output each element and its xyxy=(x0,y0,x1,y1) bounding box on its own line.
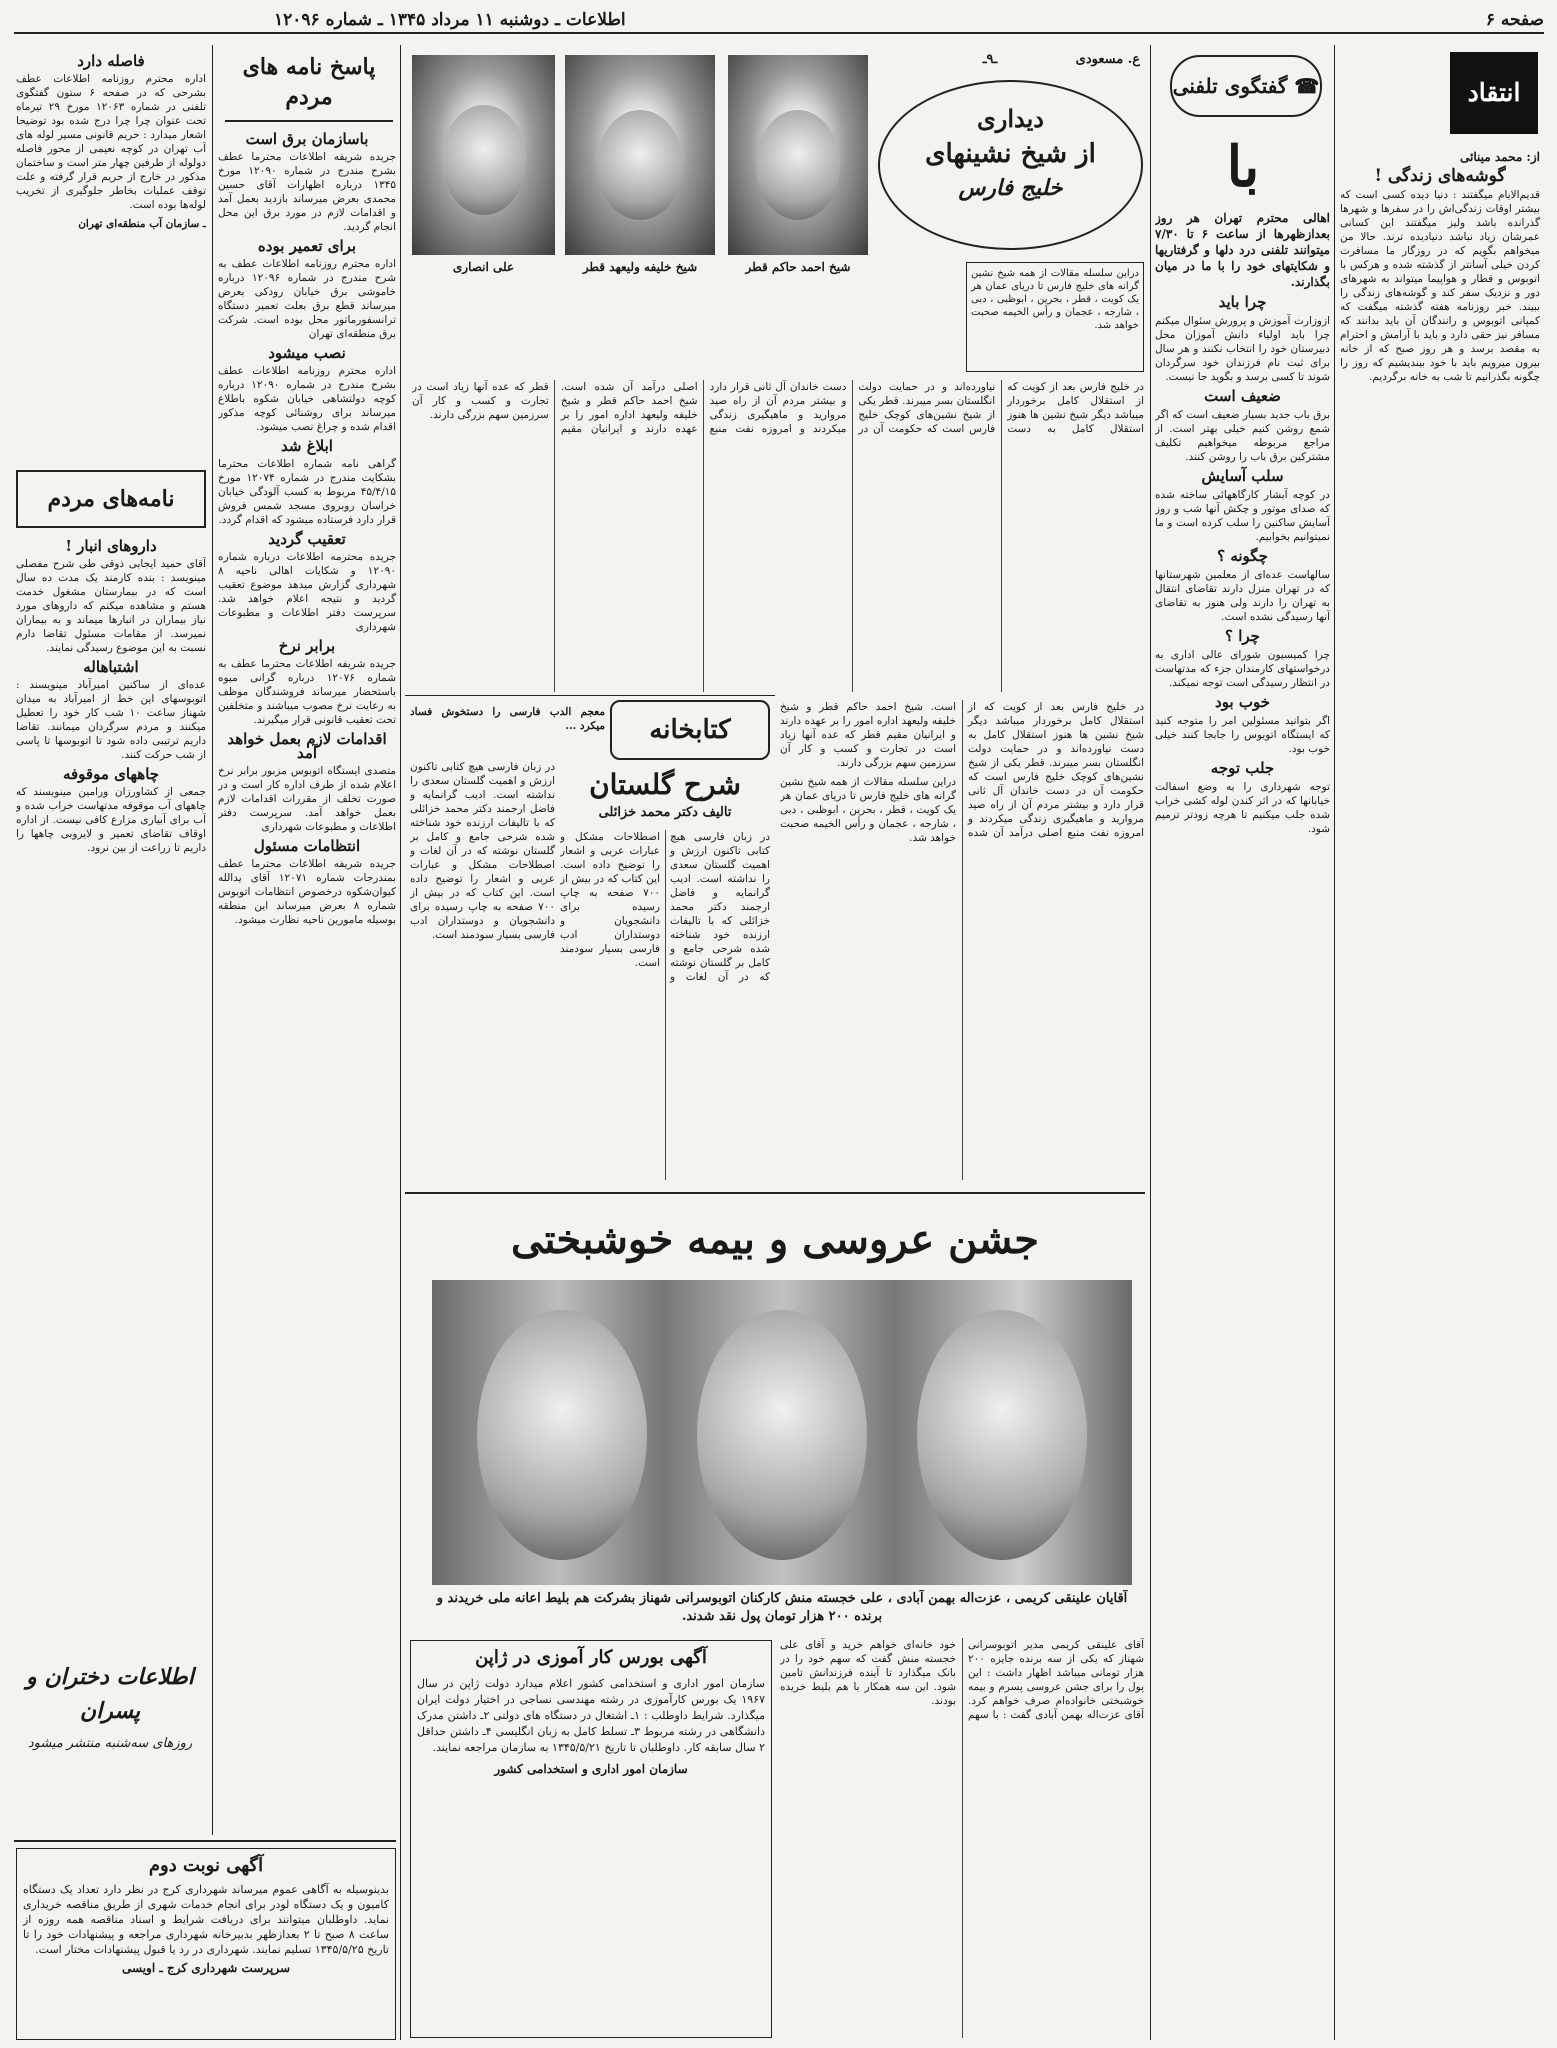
article-body: در زبان فارسی هیچ کتابی تاکنون ارزش و اهمیت گلستان سعدی را نداشته است. ادیب گرانمایه و فاضل ارجمند دکتر محمد خزائلی که با تالیفات ارزنده خود شناخته شده شرحی جامع و کامل بر گلستان نوشته که در آن لغات و اصطلاحات مشکل و عبارات عربی و اشعار را توضیح داده است. این کتاب که در بیش از ۷۰۰ صفحه به چاپ رسیده برای دانشجویان و دوستداران ادب فارسی بسیار سودمند است. xyxy=(560,831,770,983)
ad-sign: سازمان امور اداری و استخدامی کشور xyxy=(494,1762,688,1776)
bourse-ad xyxy=(410,1640,772,2038)
article-body: آقای علینقی کریمی مدیر اتوبوسرانی شهناز که یکی از سه برنده جایزه ۲۰۰ هزار تومانی میباشد اظهار داشت : این پول را برای جشن عروسی پسرم و بیمه خوشبختی خانواده‌ام صرف خواهم کرد. آقای عزت‌اله بهمن آبادی گفت : با سهم خود خانه‌ای خواهم خرید و آقای علی خجسته منش گفت که سهم خود را در بانک میگذارد تا آینده فرزندانش تامین شود. این سه همکار با هم بلیط خریده بودند. xyxy=(780,1639,1144,1721)
letter-body: جمعی از کشاورزان ورامین مینویسند که چاههای آب موقوفه مدتهاست خراب شده و آب برای آبیاری مزارع کافی نیست. از اداره اوقاف تقاضای تعمیر و لایروبی چاهها را داریم تا زراعت از بین نرود. xyxy=(16,786,206,854)
phone-number-headline: با xyxy=(1226,134,1260,200)
title-line: از شیخ نشینهای xyxy=(925,139,1096,169)
answer-body: جریده شریفه اطلاعات محترما عطف بمندرجات شماره ۱۲۰۷۱ آقای یدالله کیوان‌شکوه درخصوص انتظامات اتوبوس شماره ۸ بعرض میرساند این منطقه بوسیله مامورین ناحیه نظارت میشود. xyxy=(218,858,396,926)
masthead xyxy=(14,8,1544,34)
phone-logo: ☎ گفتگوی تلفنی xyxy=(1170,55,1322,117)
magazine-name: اطلاعات دختران و پسران xyxy=(26,1664,194,1724)
magazine-sub: روزهای سه‌شنبه منتشر میشود xyxy=(27,1736,193,1751)
section-title: چرا باید xyxy=(1218,293,1267,311)
photo-caption: شیخ احمد حاکم قطر xyxy=(745,260,851,274)
wedding-title: جشن عروسی و بیمه خوشبختی xyxy=(511,1216,1039,1263)
article-body: در خلیج فارس بعد از کویت که از استقلال کامل برخوردار میباشد دیگر شیخ نشین ها هنوز استقلال کامل به دست نیاورده‌اند و در حمایت دولت انگلستان بسر میبرند. قطر یکی از شیخ نشین‌های کوچک خلیج فارس است که حکومت آن در دست خاندان آل ثانی قرار دارد و بیشتر مردم آن از راه صید مروارید و ماهیگیری زندگی میکردند و امروزه نفت منبع اصلی درآمد آن شده است. شیخ احمد حاکم قطر و شیخ خلیفه ولیعهد اداره امور را بر عهده دارند و ایرانیان مقیم قطر که عده آنها زیاد است در تجارت و کسب و کار آن سرزمین سهم بزرگی دارند. xyxy=(780,701,1144,839)
ad-sign: سرپرست شهرداری کرج ـ اویسی xyxy=(121,1961,291,1975)
library-logo: کتابخانه xyxy=(610,700,770,760)
letter-body: عده‌ای از ساکنین امیرآباد مینویسند : اتوبوسهای این خط از امیرآباد به میدان شهناز ساعت ۱۰ شب کار خود را تعطیل میکنند و مردم سرگردان میمانند. تقاضا داریم ترتیبی داده شود تا اتوبوسها تا پاسی از شب حرکت کنند. xyxy=(16,679,206,761)
answer-body: گراهی نامه شماره اطلاعات محترما بشکایت مندرج در شماره ۱۲۰۷۴ مورخ ۴۵/۴/۱۵ مربوط به کسب آلودگی خیابان خراسان روبروی مسجد شمس فروش قرار دارد فرستاده میشود که اقدام گردد. xyxy=(218,458,396,526)
book-body-b xyxy=(560,830,770,1180)
letters-column xyxy=(16,535,206,1640)
article-body: قدیم‌الایام میگفتند : دنیا دیده کسی است که بیشتر اوقات زندگی‌اش را در سفرها و شهرها گذرانده باشد ولیز میگفتند این کسانی عمرشان زیاد نباشد دنیادیده ترند. حالا من میخواهم بگویم که در روزگار ما مسافرت کردن خیلی آسانتر از گذشته شده و هرکس با اتوبوس و قطار و هواپیما میتواند به شهرهای دور و نزدیک سفر کند و گوشه‌های زندگی را ببیند. خبر روزنامه هفته گذشته میگفت که کمپانی اتوبوس و رانندگان آن باید بدانند که مسافر نیز حقی دارد و باید با آرامش و احترام به مقصد برسد و هر روز صبح که از خانه بیرون میرویم باید با خود بیندیشیم که روز را چگونه بگذرانیم تا شب به خانه برگردیم. xyxy=(1340,189,1540,383)
answers-logo: پاسخ نامه های مردم xyxy=(225,52,393,122)
left-top-article xyxy=(16,50,206,450)
divider xyxy=(405,1192,1145,1194)
column-divider xyxy=(1150,45,1151,2040)
article-body: در خلیج فارس بعد از کویت که از استقلال کامل برخوردار میباشد دیگر شیخ نشین ها هنوز استقلال کامل به دست نیاورده‌اند و در حمایت دولت انگلستان بسر میبرند. قطر یکی از شیخ نشین‌های کوچک خلیج فارس است که حکومت آن در دست خاندان آل ثانی قرار دارد و بیشتر مردم آن از راه صید مروارید و ماهیگیری زندگی میکردند و امروزه نفت منبع اصلی درآمد آن شده است. شیخ احمد حاکم قطر و شیخ خلیفه ولیعهد اداره امور را بر عهده دارند و ایرانیان مقیم قطر که عده آنها زیاد است در تجارت و کسب و کار آن سرزمین سهم بزرگی دارند. xyxy=(412,381,1144,435)
letters-logo: نامه‌های مردم xyxy=(16,470,206,528)
wedding-photo xyxy=(432,1280,1132,1585)
section-body: توجه شهرداری را به وضع اسفالت خیابانها که در اثر کندن لوله کشی خراب شده جلب میکنیم تا هرچه زودتر ترمیم شود. xyxy=(1155,781,1330,835)
answer-body: متصدی ایستگاه اتوبوس مزبور برابر نرخ اعلام شده از طرف اداره کار است و در صورت تخلف از مقررات اقدامات لازم بعمل خواهد آمد. سرپرست دفتر اطلاعات و مطبوعات شهرداری xyxy=(218,765,396,833)
col-right-article xyxy=(1340,150,1540,2040)
section-title: جلب توجه xyxy=(1210,759,1275,777)
article-body: دراین سلسله مقالات از همه شیخ نشین گرانه های خلیج فارس تا دریای عمان هر یک کویت ، قطر ، بحرین ، ابوظبی ، دبی ، شارجه ، عجمان و رأس الخیمه صحبت خواهد شد. xyxy=(780,776,956,844)
col-phone xyxy=(1155,210,1330,2040)
answer-title: ابلاغ شد xyxy=(281,437,333,455)
photo-caption: علی انصاری xyxy=(452,260,515,274)
answer-title: اقدامات لازم بعمل خواهد آمد xyxy=(227,730,387,762)
sheikhs-title-oval xyxy=(878,80,1143,250)
portrait-photo xyxy=(728,55,868,255)
section-body: اگر بتوانید مسئولین امر را متوجه کنید که ایستگاه اتوبوس را جابجا کنند خیلی خوب بود. xyxy=(1155,715,1330,755)
wedding-body xyxy=(780,1638,1144,2038)
section-body: در کوچه آبشار کارگاههائی ساخته شده که صدای موتور و چکش آنها شب و روز آسایش ساکنین را سلب کرده است و ما نمیتوانیم بخوابیم. xyxy=(1155,489,1330,543)
answer-body: اداره محترم روزنامه اطلاعات عطف بشرح مندرج در شماره ۱۲۰۹۰ درباره کوچه دولتشاهی خیابان شکوه باطلاع میرساند برای روشنائی کوچه مذکور اقدام شده و چراغ نصب میشود. xyxy=(218,365,396,433)
portrait-photo xyxy=(565,55,715,255)
article-body: اداره محترم روزنامه اطلاعات عطف بشرحی که در صفحه ۶ ستون گفتگوی تلفنی در شماره ۱۲۰۶۳ مورخ ۲۹ تیرماه تحت عنوان چرا چرا درج شده بود توضیحا اشعار میدارد : حریم قانونی مسیر لوله های آب تهران در کوچه نعیمی از محور فاصله دولوله از طرفین چهار متر است و ساختمان مذکور در خارج از حریم قرار گرفته و علت توقف عملیات بخاطر جلوگیری از تخریب لوله‌ها بوده است. xyxy=(16,73,206,211)
section-title: چگونه ؟ xyxy=(1217,547,1268,565)
magazine-ad xyxy=(20,1660,200,1810)
page-mark: ـ۹ـ xyxy=(982,52,998,67)
answer-title: باسازمان برق است xyxy=(245,130,369,148)
phone-icon: ☎ xyxy=(1294,74,1320,98)
column-divider xyxy=(1334,45,1335,2040)
answer-body: جریده محترمه اطلاعات درباره شماره ۱۲۰۹۰ و شکایات اهالی ناحیه ۸ شهرداری گزارش میدهد موضوع تعقیب گردید و نتیجه اعلام خواهد شد. سرپرست دفتر اطلاعات و مطبوعات شهرداری xyxy=(218,551,396,633)
article-body: در زبان فارسی هیچ کتابی تاکنون ارزش و اهمیت گلستان سعدی را نداشته است. ادیب گرانمایه و فاضل ارجمند دکتر محمد خزائلی که با تالیفات ارزنده خود شناخته شده شرحی جامع و کامل بر گلستان نوشته که در آن لغات و اصطلاحات مشکل و عبارات عربی و اشعار را توضیح داده است. این کتاب که در بیش از ۷۰۰ صفحه به چاپ رسیده برای دانشجویان و دوستداران ادب فارسی بسیار سودمند است. xyxy=(410,761,555,941)
sheikhs-body xyxy=(412,380,1144,692)
headline: گوشه‌های زندگی ! xyxy=(1374,166,1506,186)
title-line: خلیج فارس xyxy=(958,175,1063,201)
author: ع. مسعودی xyxy=(1075,52,1140,67)
column-divider xyxy=(212,45,213,1835)
portrait-photo xyxy=(412,55,555,255)
answer-title: انتظامات مسئول xyxy=(253,837,361,855)
photo-caption: شیخ خلیفه ولیعهد قطر xyxy=(582,260,698,274)
title-line: دیداری xyxy=(976,104,1044,133)
book-teaser: معجم الدب فارسی را دستخوش فساد میکرد ... xyxy=(410,706,605,732)
answer-body: جریده شریفه اطلاعات محترما عطف به شماره ۱۲۰۷۶ درباره گرانی میوه باستحضار میرساند فروشندگان موظف به رعایت نرخ مصوب میباشند و متخلفین تحت تعقیب قانونی قرار میگیرند. xyxy=(218,658,396,726)
ad-title: آگهی نوبت دوم xyxy=(148,1855,264,1876)
answers-column xyxy=(218,128,396,1828)
divider xyxy=(14,1840,396,1842)
section-title: خوب بود xyxy=(1215,693,1270,711)
answer-title: نصب میشود xyxy=(268,344,346,362)
answer-body: اداره محترم روزنامه اطلاعات عطف به شرح مندرج در شماره ۱۲۰۹۶ درباره خاموشی برق خیابان رودکی بعرض میرساند قطع برق بعلت تعمیر دستگاه ترانسفورماتور محل بوده است. شرکت برق منطقه‌ای تهران xyxy=(218,258,396,340)
article-sign: ـ سازمان آب منطقه‌ای تهران xyxy=(78,218,206,230)
answer-title: برابر نرخ xyxy=(278,637,336,655)
ad-body: سازمان امور اداری و استخدامی کشور اعلام میدارد دولت ژاپن در سال ۱۹۶۷ یک بورس کارآموزی در رشته مهندسی نساجی در اختیار دولت ایران میگذارد. شرایط داوطلب : ۱ـ اشتغال در دستگاه های دولتی ۲ـ داشتن مدرک دانشگاهی در رشته مربوط ۳ـ تسلط کامل به زبان انگلیسی ۴ـ داشتن حداقل ۲ سال سابقه کار. داوطلبان تا تاریخ ۱۳۴۵/۵/۲۱ به سازمان مراجعه نمایند. xyxy=(417,1677,766,1754)
letter-title: اشتباهاله xyxy=(83,658,139,676)
section-title: سلب آسایش xyxy=(1201,467,1284,485)
ad-title: آگهی بورس کار آموزی در ژاپن xyxy=(475,1647,707,1668)
byline: از: محمد مینائی xyxy=(1460,150,1540,164)
letter-title: چاههای موقوفه xyxy=(62,765,160,783)
column-divider xyxy=(400,45,401,2040)
section-body: چرا کمیسیون شورای عالی اداری به درخواستهای کارمندان جزء که مدتهاست در انتظار رسیدگی است توجه نمیکند. xyxy=(1155,649,1330,689)
book-body-a xyxy=(410,760,555,1180)
enteghad-logo: انتقاد xyxy=(1450,52,1538,134)
section-body: برق باب جدید بسیار ضعیف است که اگر شمع روشن کنیم خیلی بهتر است. از مراجع مربوطه میخواهیم تکلیف مشترکین برق باب را روشن کنند. xyxy=(1155,409,1330,463)
letter-title: داروهای انبار ! xyxy=(65,537,157,555)
answer-title: تعقیب گردید xyxy=(268,530,346,548)
answer-title: برای تعمیر بوده xyxy=(257,237,357,255)
sheikhs-body-continued xyxy=(780,700,1144,1180)
section-title: چرا ؟ xyxy=(1225,627,1260,645)
answer-body: جریده شریفه اطلاعات محترما عطف بشرح مندرج در شماره ۱۲۰۹۰ مورخ ۱۳۴۵ درباره اظهارات آقای حسین محمدی بعرض میرساند بازدید بعمل آمد و اقدامات لازم در مورد برق این محل انجام گردید. xyxy=(218,151,396,233)
section-body: ازوزارت آموزش و پرورش سئوال میکنم چرا باید اولیاء دانش آموزان محل دبیرستان خود را انتخاب نکنند و هر سال برای ثبت نام فرزندان خود سرگردان شوند تا کسی برسد و بگوید جا نیست. xyxy=(1155,315,1330,383)
tender-ad xyxy=(16,1848,396,2040)
issue-line: اطلاعات ـ دوشنبه ۱۱ مرداد ۱۳۴۵ ـ شماره ۱۲۰۹۶ xyxy=(274,10,626,30)
book-author: تالیف دکتر محمد خزائلی xyxy=(598,805,732,820)
phone-intro: اهالی محترم تهران هر روز بعدازظهرها از ساعت ۶ تا ۷/۳۰ میتوانند تلفنی درد دلها و گرفتاریها و شکایتهای خود را با ما در میان بگذارند. xyxy=(1155,211,1330,289)
page-number: صفحه ۶ xyxy=(1485,10,1544,30)
letter-body: آقای حمید ایجابی ذوقی طی شرح مفصلی مینویسد : بنده کارمند یک مدت ده سال است که در بیمارستان مشغول خدمت هستم و مشاهده میکنم که داروهای مورد نیاز بیماران در انبارها میماند و به بیماران نمیرسد. از مقامات مسئول تقاضا دارم نسبت به این موضوع رسیدگی نمایند. xyxy=(16,558,206,654)
wedding-caption: آقایان علینقی کریمی ، عزت‌اله بهمن آبادی ، علی خجسته منش کارکنان اتوبوسرانی شهناز بشرکت هم بلیط اعانه ملی خریدند و برنده ۲۰۰ هزار تومان پول نقد شدند. xyxy=(436,1591,1128,1624)
divider xyxy=(405,695,775,696)
ad-body: بدینوسیله به آگاهی عموم میرساند شهرداری کرج در نظر دارد تعداد یک دستگاه کامیون و یک دستگاه لودر برای انجام خدمات شهری از طریق مناقصه خریداری نماید. داوطلبان میتوانند برای دریافت شرایط و اسناد مناقصه همه روزه از ساعت ۸ صبح تا ۲ بعدازظهر بدبیرخانه شهرداری مراجعه و پیشنهادات خود را تا تاریخ ۱۳۴۵/۵/۲۵ تسلیم نمایند. شهرداری در رد یا قبول پیشنهادات مختار است. xyxy=(23,1883,389,1956)
article-title: فاصله دارد xyxy=(77,52,145,70)
section-body: سالهاست عده‌ای از معلمین شهرستانها که در تهران منزل دارند تقاضای انتقال به تهران را دارند ولی هنوز به تقاضای آنها رسیدگی نشده است. xyxy=(1155,569,1330,623)
book-title: شرح گلستان xyxy=(589,768,741,801)
series-box: دراین سلسله مقالات از همه شیخ نشین گرانه های خلیج فارس تا دریای عمان هر یک کویت ، قطر ، بحرین ، ابوظبی ، دبی ، شارجه ، عجمان و رأس الخیمه صحبت خواهد شد. xyxy=(966,262,1144,372)
section-title: ضعیف است xyxy=(1204,387,1281,405)
